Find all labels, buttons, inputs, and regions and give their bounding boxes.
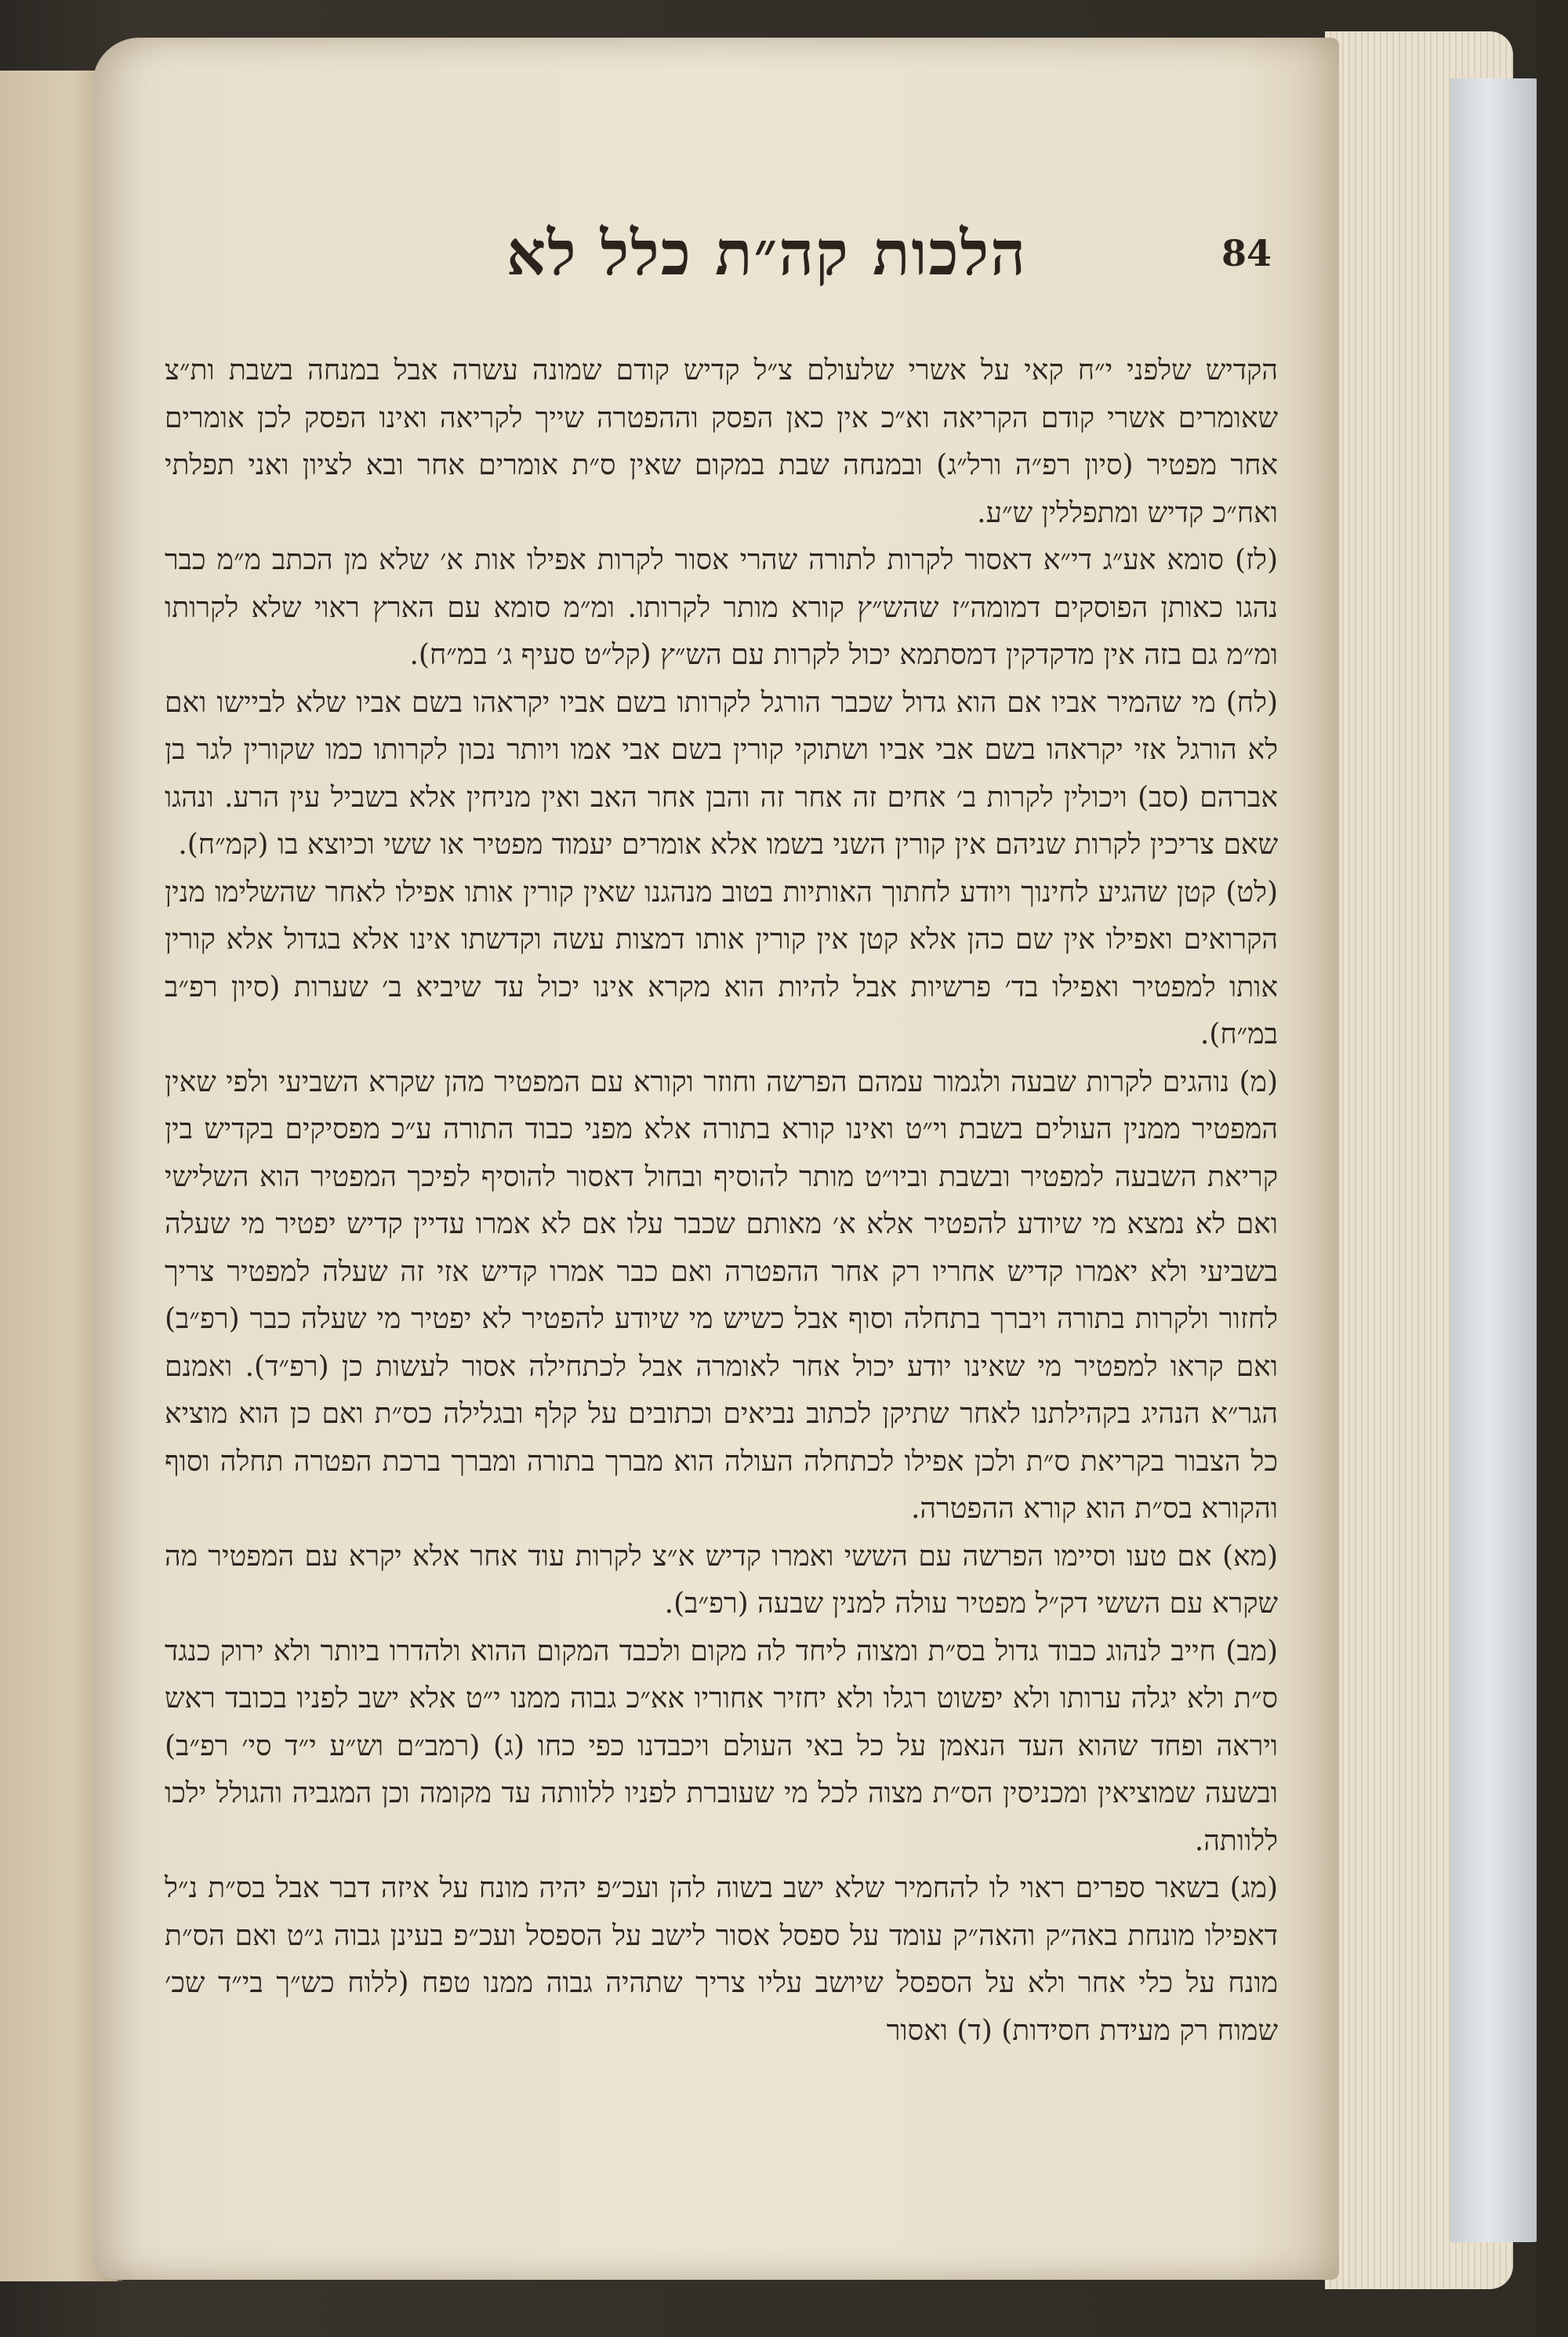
body-text bbox=[165, 347, 1278, 2055]
book-page bbox=[93, 38, 1339, 2280]
page-number: 84 bbox=[1221, 232, 1272, 274]
paragraph-continued: הקדיש שלפני י״ח קאי על אשרי שלעולם צ״ל קדיש קודם שמונה עשרה אבל במנחה בשבת ות״צ שאומרים אשרי קודם הקריאה וא״כ אין כאן הפסק וההפטרה שייך לקריאה ואינו הפסק לכן אומרים אחר מפטיר (סיון רפ״ה ורל״ג) ובמנחה שבת במקום שאין ס״ת אומרים אחר ובא לציון ואני תפלתי ואח״כ קדיש ומתפללין ש״ע. bbox=[165, 354, 1278, 529]
paragraph-37: (לז) סומא אע״ג די״א דאסור לקרות לתורה שהרי אסור לקרות אפילו אות א׳ שלא מן הכתב מ״מ כבר נהגו כאותן הפוסקים דמומה״ז שהש״ץ קורא מותר לקרותו. ומ״מ סומא עם הארץ ראוי שלא לקרותו ומ״מ גם בזה אין מדקדקין דמסתמא יכול לקרות עם הש״ץ (קל״ט סעיף ג׳ במ״ח). bbox=[165, 544, 1278, 671]
running-head: הלכות קה״ת כלל לא bbox=[506, 218, 1027, 289]
paragraph-42: (מב) חייב לנהוג כבוד גדול בס״ת ומצוה ליחד לה מקום ולכבד המקום ההוא ולהדרו ביותר ולא ירוק כנגד ס״ת ולא יגלה ערותו ולא יפשוט רגלו ולא יחזיר אחוריו אא״כ גבוה ממנו י״ט אלא ישב לפניו בכובד ראש ויראה ופחד שהוא העד הנאמן על כל באי העולם ויכבדנו כפי כחו (ג) (רמב״ם וש״ע י״ד סי׳ רפ״ב) ובשעה שמוציאין ומכניסין הס״ת מצוה לכל מי שעוברת לפניו ללוותה עד מקומה וכן המגביה והגולל ילכו ללוותה. bbox=[165, 1635, 1278, 1857]
page-header bbox=[93, 218, 1339, 312]
right-book-cover bbox=[1450, 78, 1544, 2242]
paragraph-41: (מא) אם טעו וסיימו הפרשה עם הששי ואמרו קדיש א״צ לקרות עוד אחר אלא יקרא עם המפטיר מה שקרא עם הששי דק״ל מפטיר עולה למנין שבעה (רפ״ב). bbox=[165, 1540, 1278, 1620]
paragraph-43: (מג) בשאר ספרים ראוי לו להחמיר שלא ישב בשוה להן ועכ״פ יהיה מונח על איזה דבר אבל בס״ת נ״ל דאפילו מונחת באה״ק והאה״ק עומד על ספסל אסור לישב על הספסל ועכ״פ בעינן גבוה ג״ט ואם הס״ת מונח על כלי אחר ולא על הספסל שיושב עליו צריך שתהיה גבוה ממנו טפח (ללוח כש״ך בי״ד שכ׳ שמוח רק מעידת חסידות) (ד) ואסור bbox=[165, 1872, 1278, 2047]
paragraph-38: (לח) מי שהמיר אביו אם הוא גדול שכבר הורגל לקרותו בשם אביו יקראהו בשם אביו שלא לביישו ואם לא הורגל אזי יקראהו בשם אבי אביו ושתוקי קורין בשם אבי אמו ויותר נכון לקרותו כמו שקורין לגר בן אברהם (סב) ויכולין לקרות ב׳ אחים זה אחר זה והבן אחר האב ואין מניחין אלא בשביל עין הרע. ונהגו שאם צריכין לקרות שניהם אין קורין השני בשמו אלא אומרים יעמוד מפטיר או ששי וכיוצא בו (קמ״ח). bbox=[165, 686, 1278, 861]
paragraph-39: (לט) קטן שהגיע לחינוך ויודע לחתוך האותיות בטוב מנהגנו שאין קורין אותו אפילו לאחר שהשלימו מנין הקרואים ואפילו אין שם כהן אלא קטן אין קורין אותו דמצות עשה וקדשתו אינו אלא בגדול אלא קורין אותו למפטיר ואפילו בד׳ פרשיות אבל להיות הוא מקרא אינו יכול עד שיביא ב׳ שערות (סיון רפ״ב במ״ח). bbox=[165, 876, 1278, 1051]
paragraph-40: (מ) נוהגים לקרות שבעה ולגמור עמהם הפרשה וחוזר וקורא עם המפטיר מהן שקרא השביעי ולפי שאין המפטיר ממנין העולים בשבת וי״ט ואינו קורא בתורה אלא מפני כבוד התורה ע״כ מפסיקים בקדיש בין קריאת השבעה למפטיר ובשבת וביו״ט מותר להוסיף ובחול דאסור להוסיף לפיכך המפטיר הוא השלישי ואם לא נמצא מי שיודע להפטיר אלא א׳ מאותם שכבר עלו אם לא אמרו עדיין קדיש יפטיר מי שעלה בשביעי ולא יאמרו קדיש אחריו רק אחר ההפטרה ואם כבר אמרו קדיש אזי זה שעלה למפטיר צריך לחזור ולקרות בתורה ויברך בתחלה וסוף אבל כשיש מי שיודע להפטיר לא יפטיר מי שעלה כבר (רפ״ב) ואם קראו למפטיר מי שאינו יודע יכול אחר לאומרה אבל לכתחילה אסור לעשות כן (רפ״ד). ואמנם הגר״א הנהיג בקהילתנו לאחר שתיקן לכתוב נביאים וכתובים על קלף ובגלילה כס״ת ואם כן הוא מוציא כל הצבור בקריאת ס״ת ולכן אפילו לכתחלה העולה הוא מברך בתורה ומברך ברכת הפטרה תחלה וסוף והקורא בס״ת הוא קורא ההפטרה. bbox=[165, 1065, 1278, 1525]
background-edge bbox=[1537, 0, 1568, 2337]
